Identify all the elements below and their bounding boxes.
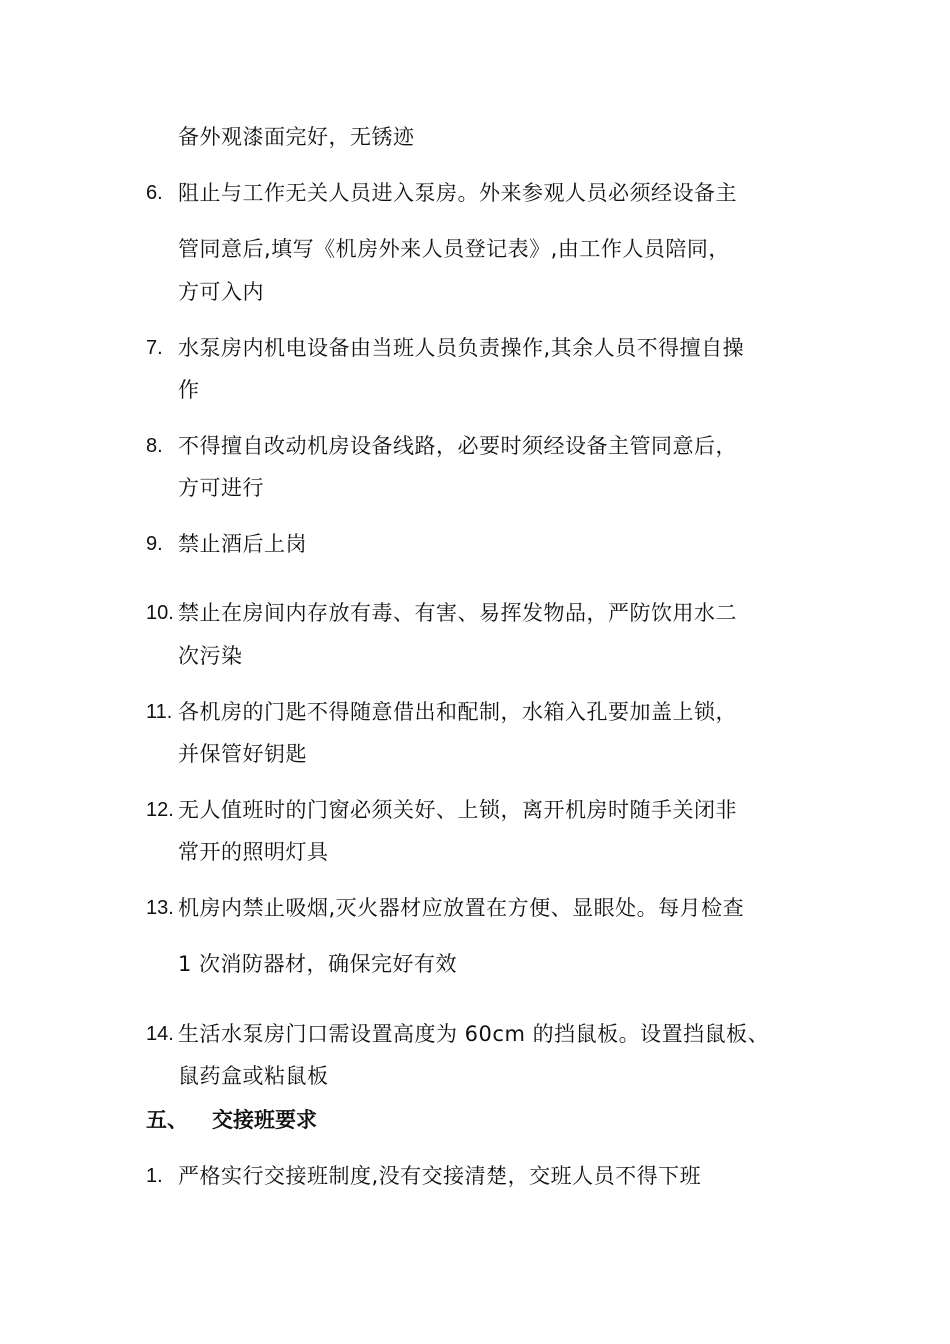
- item-text: 作: [178, 378, 200, 402]
- item-text: 管同意后,填写《机房外来人员登记表》,由工作人员陪同，: [178, 237, 730, 261]
- item-number: 8.: [146, 435, 163, 457]
- item-number: 9.: [146, 533, 163, 555]
- section-number: 五、: [146, 1108, 188, 1132]
- continuation-text: 备外观漆面完好，无锈迹: [178, 125, 415, 149]
- item-text: 禁止在房间内存放有毒、有害、易挥发物品，严防饮用水二: [178, 601, 737, 625]
- item-number: 11.: [146, 701, 173, 723]
- item-number: 10.: [146, 602, 174, 624]
- item-number: 1.: [146, 1165, 163, 1187]
- item-text: 方可进行: [178, 476, 264, 500]
- item-text: 水泵房内机电设备由当班人员负责操作,其余人员不得擅自操: [178, 336, 745, 360]
- item-text: 次污染: [178, 644, 243, 668]
- item-text: 鼠药盒或粘鼠板: [178, 1064, 329, 1088]
- item-text: 生活水泵房门口需设置高度为 60cm 的挡鼠板。设置挡鼠板、: [178, 1022, 770, 1046]
- item-text: 机房内禁止吸烟,灭火器材应放置在方便、显眼处。每月检查: [178, 896, 745, 920]
- item-text: 严格实行交接班制度,没有交接清楚，交班人员不得下班: [178, 1164, 702, 1188]
- item-text: 阻止与工作无关人员进入泵房。外来参观人员必须经设备主: [178, 181, 737, 205]
- item-text: 无人值班时的门窗必须关好、上锁，离开机房时随手关闭非: [178, 798, 737, 822]
- item-number: 12.: [146, 799, 174, 821]
- item-number: 7.: [146, 337, 163, 359]
- item-number: 13.: [146, 897, 174, 919]
- item-text: 并保管好钥匙: [178, 742, 307, 766]
- item-text: 方可入内: [178, 280, 264, 304]
- section-title: 交接班要求: [212, 1108, 317, 1132]
- item-text: 各机房的门匙不得随意借出和配制，水箱入孔要加盖上锁，: [178, 700, 737, 724]
- item-text: 禁止酒后上岗: [178, 532, 307, 556]
- item-text: 常开的照明灯具: [178, 840, 329, 864]
- item-text: 1 次消防器材，确保完好有效: [178, 952, 458, 976]
- item-text: 不得擅自改动机房设备线路，必要时须经设备主管同意后，: [178, 434, 737, 458]
- item-number: 6.: [146, 182, 163, 204]
- item-number: 14.: [146, 1023, 174, 1045]
